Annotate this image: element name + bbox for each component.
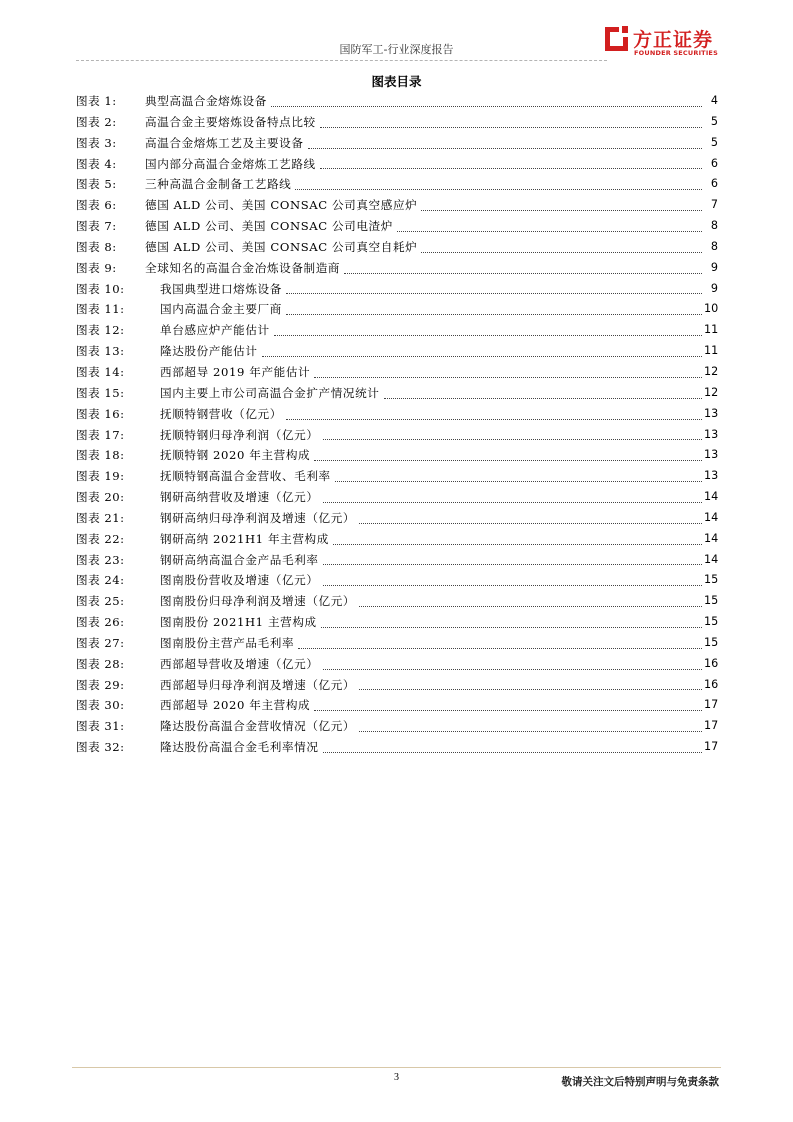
- toc-dot-leader: [359, 586, 702, 607]
- toc-entry-page: 8: [710, 219, 718, 233]
- toc-entry-text: 西部超导 2019 年产能估计: [160, 364, 311, 379]
- founder-logo-icon: [603, 24, 629, 54]
- toc-entry-text: 国内部分高温合金熔炼工艺路线: [145, 156, 316, 171]
- toc-entry-label: 图表 6:: [76, 198, 117, 213]
- toc-entry[interactable]: [76, 737, 718, 758]
- toc-dot-leader: [323, 565, 702, 586]
- toc-entry-page: 17: [704, 740, 719, 754]
- toc-entry-label: 图表 8:: [76, 239, 117, 254]
- header-divider: [76, 60, 607, 61]
- toc-dot-leader: [271, 86, 702, 107]
- toc-entry-text: 全球知名的高温合金冶炼设备制造商: [145, 260, 341, 275]
- toc-entry-label: 图表 23:: [76, 552, 125, 567]
- toc-entry-text: 德国 ALD 公司、美国 CONSAC 公司真空感应炉: [145, 198, 418, 213]
- toc-dot-leader: [359, 503, 702, 524]
- toc-dot-leader: [359, 711, 702, 732]
- toc-dot-leader: [384, 378, 702, 399]
- toc-entry-page: 17: [704, 698, 719, 712]
- toc-entry-text: 西部超导 2020 年主营构成: [160, 698, 311, 713]
- toc-entry-label: 图表 12:: [76, 323, 125, 338]
- toc-entry-page: 11: [704, 344, 719, 358]
- toc-entry-text: 德国 ALD 公司、美国 CONSAC 公司真空自耗炉: [145, 239, 418, 254]
- toc-entry-page: 16: [704, 656, 719, 670]
- footer-divider: [72, 1067, 721, 1068]
- toc-entry-label: 图表 3:: [76, 135, 117, 150]
- toc-entry-label: 图表 11:: [76, 302, 125, 317]
- toc-dot-leader: [314, 690, 702, 711]
- toc-dot-leader: [397, 211, 702, 232]
- toc-entry-text: 钢研高纳营收及增速（亿元）: [160, 490, 319, 505]
- toc-entry-page: 11: [704, 323, 719, 337]
- toc-entry-label: 图表 21:: [76, 510, 125, 525]
- toc-entry-text: 高温合金熔炼工艺及主要设备: [145, 135, 304, 150]
- toc-dot-leader: [286, 294, 702, 315]
- toc-entry-page: 15: [704, 635, 719, 649]
- toc-entry-text: 钢研高纳归母净利润及增速（亿元）: [160, 510, 356, 525]
- toc-entry-label: 图表 16:: [76, 406, 125, 421]
- founder-securities-logo: [603, 22, 723, 60]
- toc-entry-label: 图表 7:: [76, 219, 117, 234]
- toc-entry-text: 典型高温合金熔炼设备: [145, 94, 267, 108]
- toc-entry-label: 图表 10:: [76, 281, 125, 296]
- report-title: 国防军工-行业深度报告: [339, 43, 454, 56]
- logo-english-name: FOUNDER SECURITIES: [634, 49, 718, 57]
- toc-dot-leader: [323, 545, 702, 566]
- toc-dot-leader: [286, 399, 702, 420]
- toc-entry-page: 15: [704, 573, 719, 587]
- toc-entry-text: 西部超导归母净利润及增速（亿元）: [160, 677, 356, 692]
- figure-toc-list: [76, 91, 718, 758]
- toc-dot-leader: [262, 336, 702, 357]
- toc-entry-label: 图表 13:: [76, 344, 125, 359]
- toc-entry-text: 隆达股份高温合金毛利率情况: [160, 740, 319, 755]
- toc-entry-text: 三种高温合金制备工艺路线: [145, 177, 292, 192]
- toc-dot-leader: [333, 524, 702, 545]
- toc-entry-label: 图表 22:: [76, 531, 125, 546]
- toc-entry-text: 钢研高纳 2021H1 年主营构成: [160, 531, 329, 546]
- toc-dot-leader: [359, 670, 702, 691]
- toc-entry-text: 图南股份营收及增速（亿元）: [160, 573, 319, 588]
- toc-entry-page: 15: [704, 594, 719, 608]
- toc-entry-page: 5: [710, 114, 718, 128]
- toc-entry-label: 图表 14:: [76, 364, 125, 379]
- toc-entry-text: 高温合金主要熔炼设备特点比较: [145, 114, 316, 129]
- toc-entry-label: 图表 27:: [76, 635, 125, 650]
- toc-entry-text: 钢研高纳高温合金产品毛利率: [160, 552, 319, 567]
- toc-dot-leader: [320, 149, 702, 170]
- toc-dot-leader: [421, 232, 702, 253]
- toc-entry-page: 14: [704, 531, 719, 545]
- toc-entry-text: 图南股份归母净利润及增速（亿元）: [160, 594, 356, 609]
- toc-entry-page: 9: [710, 281, 718, 295]
- toc-entry-label: 图表 30:: [76, 698, 125, 713]
- toc-entry-text: 隆达股份高温合金营收情况（亿元）: [160, 719, 356, 734]
- toc-dot-leader: [320, 107, 702, 128]
- toc-entry-text: 国内主要上市公司高温合金扩产情况统计: [160, 385, 380, 400]
- toc-entry-label: 图表 31:: [76, 719, 125, 734]
- toc-dot-leader: [323, 649, 702, 670]
- toc-entry-page: 12: [704, 385, 719, 399]
- toc-entry-label: 图表 24:: [76, 573, 125, 588]
- toc-entry-label: 图表 17:: [76, 427, 125, 442]
- toc-entry-text: 抚顺特钢 2020 年主营构成: [160, 448, 311, 463]
- toc-entry-page: 9: [710, 260, 718, 274]
- toc-entry-label: 图表 32:: [76, 740, 125, 755]
- toc-entry-page: 6: [710, 156, 718, 170]
- toc-entry-label: 图表 29:: [76, 677, 125, 692]
- toc-entry-label: 图表 20:: [76, 490, 125, 505]
- toc-entry-label: 图表 28:: [76, 656, 125, 671]
- toc-dot-leader: [323, 420, 702, 441]
- toc-dot-leader: [314, 440, 702, 461]
- toc-entry-text: 抚顺特钢营收（亿元）: [160, 406, 282, 421]
- toc-entry-text: 图南股份 2021H1 主营构成: [160, 615, 317, 630]
- toc-entry-label: 图表 15:: [76, 385, 125, 400]
- toc-dot-leader: [321, 607, 702, 628]
- toc-entry-page: 10: [704, 302, 719, 316]
- toc-entry-label: 图表 9:: [76, 260, 117, 275]
- toc-entry-page: 13: [704, 406, 719, 420]
- toc-entry-text: 国内高温合金主要厂商: [160, 302, 282, 317]
- toc-dot-leader: [335, 461, 702, 482]
- toc-dot-leader: [295, 169, 702, 190]
- toc-entry-page: 17: [704, 719, 719, 733]
- toc-entry-page: 14: [704, 552, 719, 566]
- toc-entry-page: 16: [704, 677, 719, 691]
- toc-entry-label: 图表 2:: [76, 114, 117, 129]
- toc-entry-page: 13: [704, 469, 719, 483]
- page-number: 3: [394, 1072, 399, 1083]
- toc-entry-page: 14: [704, 490, 719, 504]
- toc-entry-text: 单台感应炉产能估计: [160, 323, 270, 338]
- toc-dot-leader: [298, 628, 702, 649]
- toc-entry-label: 图表 19:: [76, 469, 125, 484]
- toc-entry-label: 图表 1:: [76, 94, 117, 108]
- toc-dot-leader: [323, 732, 702, 753]
- toc-entry-text: 德国 ALD 公司、美国 CONSAC 公司电渣炉: [145, 219, 393, 234]
- toc-entry-label: 图表 4:: [76, 156, 117, 171]
- toc-title: 图表目录: [371, 74, 422, 89]
- toc-dot-leader: [308, 128, 702, 149]
- toc-entry-page: 7: [710, 198, 718, 212]
- toc-entry-label: 图表 26:: [76, 615, 125, 630]
- disclaimer-note: 敬请关注文后特别声明与免责条款: [561, 1076, 719, 1088]
- toc-entry-page: 6: [710, 177, 718, 191]
- toc-dot-leader: [323, 482, 702, 503]
- toc-entry-page: 12: [704, 364, 719, 378]
- toc-entry-page: 4: [710, 94, 718, 107]
- toc-entry-text: 抚顺特钢高温合金营收、毛利率: [160, 469, 331, 484]
- toc-entry-page: 5: [710, 135, 718, 149]
- toc-entry-text: 我国典型进口熔炼设备: [160, 281, 282, 296]
- toc-entry-page: 13: [704, 427, 719, 441]
- toc-dot-leader: [314, 357, 702, 378]
- toc-entry-label: 图表 25:: [76, 594, 125, 609]
- toc-dot-leader: [286, 274, 702, 295]
- toc-entry-label: 图表 18:: [76, 448, 125, 463]
- toc-dot-leader: [274, 315, 702, 336]
- toc-dot-leader: [421, 190, 702, 211]
- toc-entry-page: 14: [704, 510, 719, 524]
- toc-entry-page: 15: [704, 615, 719, 629]
- toc-dot-leader: [344, 253, 702, 274]
- toc-entry-text: 西部超导营收及增速（亿元）: [160, 656, 319, 671]
- toc-entry-text: 抚顺特钢归母净利润（亿元）: [160, 427, 319, 442]
- logo-chinese-name: 方正证券: [633, 29, 714, 51]
- toc-entry-label: 图表 5:: [76, 177, 117, 192]
- toc-entry-text: 图南股份主营产品毛利率: [160, 635, 295, 650]
- toc-entry-text: 隆达股份产能估计: [160, 344, 258, 359]
- toc-entry-page: 8: [710, 239, 718, 253]
- toc-entry-page: 13: [704, 448, 719, 462]
